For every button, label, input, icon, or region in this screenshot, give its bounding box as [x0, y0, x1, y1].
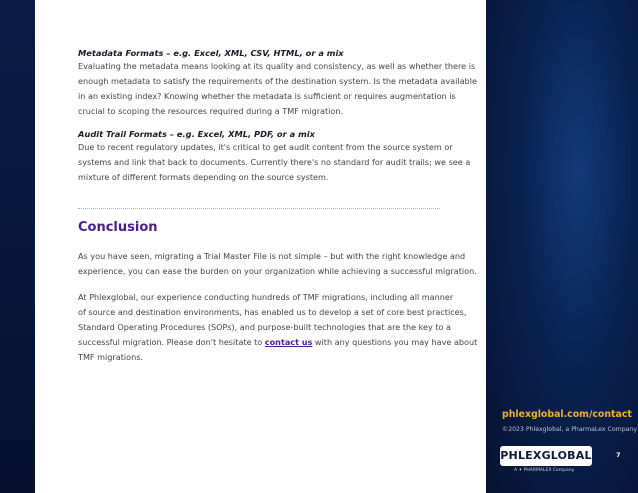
metadata-formats-paragraph [78, 59, 477, 119]
conclusion-line: Standard Operating Procedures (SOPs), and purpose-built technologies that are the key to a [78, 322, 452, 332]
section-divider [78, 208, 440, 209]
audit-line: systems and link that back to documents. Currently there's no standard for audit trails; we see a [78, 157, 471, 167]
audit-trail-paragraph [78, 140, 473, 185]
conclusion-text: successful migration. Please don't hesitate to [78, 337, 265, 347]
conclusion-heading: Conclusion [78, 220, 158, 235]
logo-tagline: A ✦ PHARMALEX Company [514, 468, 575, 473]
audit-trail-heading: Audit Trail Formats – e.g. Excel, XML, PDF, or a mix [78, 129, 315, 139]
copyright-notice: ©2023 Phlexglobal, a PharmaLex Company [502, 426, 637, 433]
metadata-formats-heading: Metadata Formats – e.g. Excel, XML, CSV, HTML, or a mix [78, 48, 344, 58]
metadata-line: Evaluating the metadata means looking at its quality and consistency, as well as whether there is [78, 61, 476, 71]
metadata-line: enough metadata to satisfy the requirements of the destination system. Is the metadata available [78, 76, 477, 86]
left-margin-band [0, 0, 35, 493]
contact-url-link[interactable]: phlexglobal.com/contact [502, 409, 632, 420]
conclusion-line: of source and destination environments, has enabled us to develop a set of core best practices, [78, 307, 467, 317]
contact-us-link[interactable]: contact us [264, 337, 313, 347]
conclusion-line: At Phlexglobal, our experience conducting hundreds of TMF migrations, including all manner [78, 292, 454, 302]
audit-line: Due to recent regulatory updates, it's critical to get audit content from the source system or [78, 142, 453, 152]
conclusion-line: As you have seen, migrating a Trial Master File is not simple – but with the right knowledge and [78, 251, 466, 261]
conclusion-paragraph-2 [78, 290, 478, 365]
conclusion-line-with-link [78, 335, 478, 350]
conclusion-line: experience, you can ease the burden on your organization while achieving a successful migration. [78, 266, 477, 276]
conclusion-text: with any questions you may have about [312, 337, 478, 347]
metadata-line: in an existing index? Knowing whether the metadata is sufficient or requires augmentation is [78, 91, 456, 101]
phlexglobal-logo: PHLEXGLOBAL [500, 446, 592, 466]
audit-line: mixture of different formats depending on the source system. [78, 172, 329, 182]
page-number: 7 [616, 451, 621, 459]
conclusion-paragraph-1 [78, 249, 477, 279]
metadata-line: crucial to scoping the resources required during a TMF migration. [78, 106, 344, 116]
conclusion-line: TMF migrations. [78, 352, 144, 362]
